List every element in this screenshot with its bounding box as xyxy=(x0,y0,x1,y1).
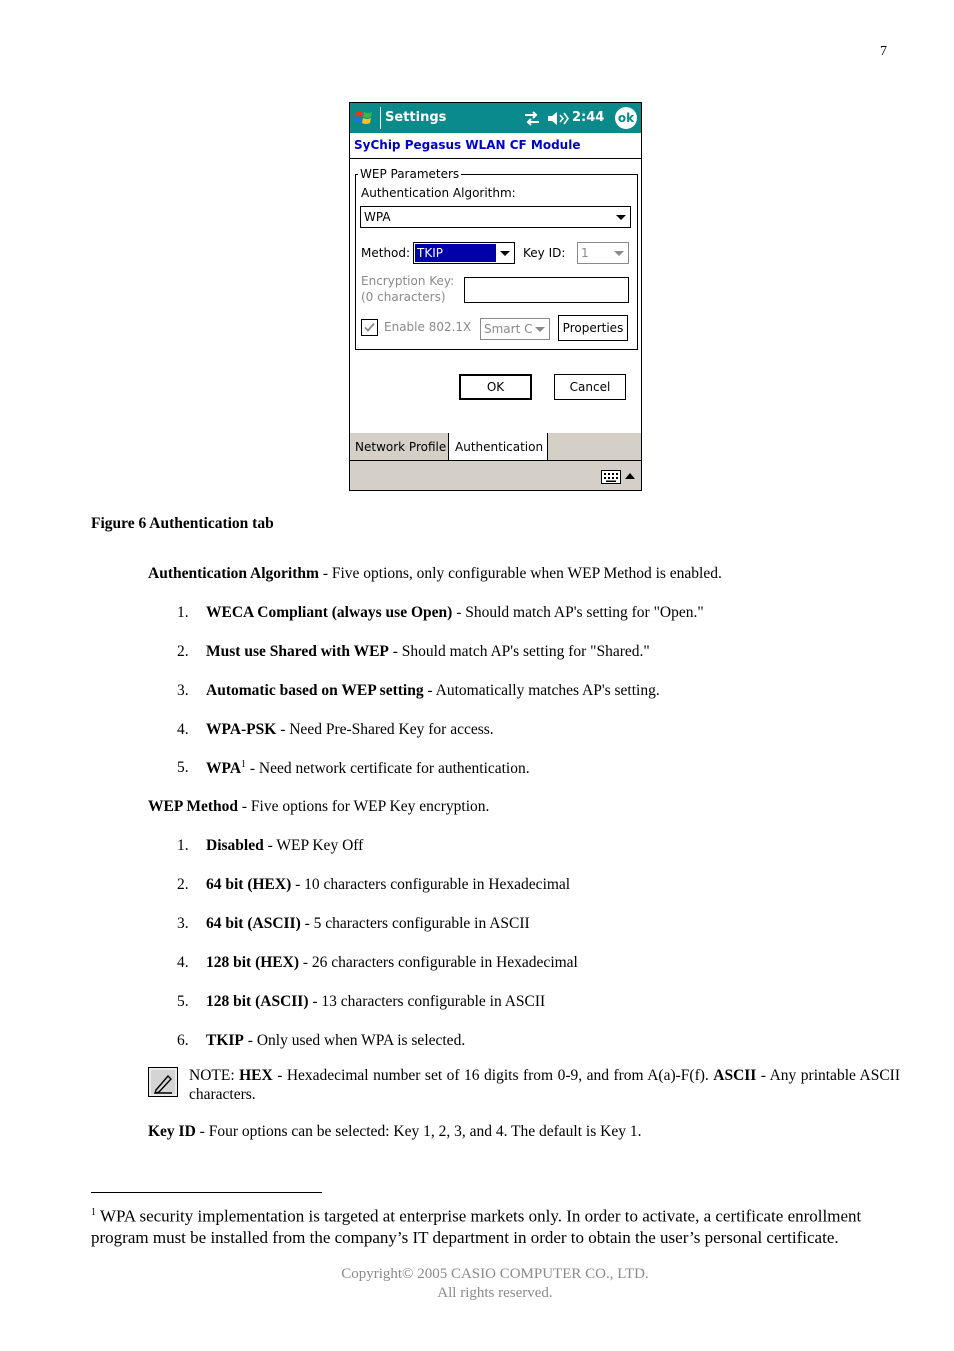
list-item-desc: - Only used when WPA is selected. xyxy=(243,1032,466,1049)
adapter-name: SyChip Pegasus WLAN CF Module xyxy=(354,138,581,152)
list-item-term: TKIP xyxy=(206,1032,244,1049)
tab-network-profile[interactable] xyxy=(350,433,449,460)
list-item-term: 128 bit (HEX) xyxy=(206,954,299,971)
list-item xyxy=(206,682,660,700)
connectivity-icon[interactable] xyxy=(523,110,541,127)
key-id-term: Key ID xyxy=(148,1123,196,1140)
authentication-settings-screenshot xyxy=(349,102,642,491)
cancel-button[interactable]: Cancel xyxy=(554,374,626,400)
rights-line: All rights reserved. xyxy=(437,1285,553,1301)
figure-caption: Figure 6 Authentication tab xyxy=(91,515,274,532)
list-item-desc: - Should match AP's setting for "Open." xyxy=(452,604,704,621)
list-item-term: WECA Compliant (always use Open) xyxy=(206,604,453,621)
encryption-key-input[interactable] xyxy=(464,277,629,303)
auth-algorithm-heading xyxy=(148,565,722,583)
list-item-desc: - 5 characters configurable in ASCII xyxy=(300,915,530,932)
key-id-label: Key ID: xyxy=(523,246,566,260)
group-legend: WEP Parameters xyxy=(360,167,460,181)
note-text xyxy=(189,1066,900,1104)
list-item-desc: - 10 characters configurable in Hexadecimal xyxy=(291,876,571,893)
tab-label: Network Profile xyxy=(355,440,447,454)
list-number: 2. xyxy=(177,643,189,660)
list-item-desc: - WEP Key Off xyxy=(263,837,364,854)
key-id-select[interactable] xyxy=(577,242,629,264)
list-number: 1. xyxy=(177,604,189,621)
chevron-down-icon xyxy=(496,243,514,263)
tab-bar-filler xyxy=(548,433,641,460)
list-item xyxy=(206,721,494,739)
list-item xyxy=(206,759,530,778)
clock[interactable]: 2:44 xyxy=(572,110,605,125)
speaker-icon[interactable] xyxy=(547,110,569,127)
list-item xyxy=(206,915,530,933)
list-number: 4. xyxy=(177,954,189,971)
footnote-rule xyxy=(91,1192,322,1193)
list-number: 4. xyxy=(177,721,189,738)
ok-button[interactable]: OK xyxy=(459,374,532,400)
list-item xyxy=(206,876,570,894)
list-item-desc: - Need network certificate for authentication. xyxy=(246,760,530,778)
chevron-down-icon xyxy=(531,319,549,339)
list-item xyxy=(206,993,545,1011)
list-number: 5. xyxy=(177,993,189,1010)
auth-algorithm-select[interactable] xyxy=(360,206,631,228)
copyright-line: Copyright© 2005 CASIO COMPUTER CO., LTD. xyxy=(341,1266,649,1282)
encryption-key-hint: (0 characters) xyxy=(361,290,446,304)
chevron-down-icon xyxy=(612,207,630,227)
key-id-heading xyxy=(148,1123,641,1141)
title-bar xyxy=(350,103,641,133)
key-id-desc: - Four options can be selected: Key 1, 2, 3, and 4. The default is Key 1. xyxy=(195,1123,642,1140)
auth-algorithm-desc: - Five options, only configurable when WEP Method is enabled. xyxy=(318,565,722,582)
note-ascii-desc: - Any printable ASCII characters. xyxy=(189,1067,900,1103)
list-item-desc: - Need Pre-Shared Key for access. xyxy=(276,721,494,738)
enable-8021x-checkbox[interactable] xyxy=(361,319,378,336)
title-separator xyxy=(380,107,381,129)
auth-algorithm-label: Authentication Algorithm: xyxy=(361,186,516,200)
note-hex-desc: - Hexadecimal number set of 16 digits from 0-9, and from A(a)-F(f). xyxy=(272,1067,714,1084)
tab-authentication[interactable] xyxy=(449,433,548,460)
list-item xyxy=(206,643,650,661)
window-title: Settings xyxy=(385,110,447,125)
auth-algorithm-term: Authentication Algorithm xyxy=(148,565,319,582)
list-item xyxy=(206,1032,465,1050)
footnote-marker[interactable]: 1 xyxy=(241,759,247,770)
properties-button[interactable]: Properties xyxy=(558,315,628,341)
wep-method-heading xyxy=(148,798,489,816)
list-item-term: WPA-PSK xyxy=(206,721,277,738)
list-item-desc: - Automatically matches AP's setting. xyxy=(423,682,660,699)
footnote-text: WPA security implementation is targeted at enterprise markets only. In order to activate, a certificate enrollment program must be installed from the company’s IT department in order to obtain the user’s personal certificate. xyxy=(91,1206,862,1247)
list-item-desc: - Should match AP's setting for "Shared." xyxy=(388,643,650,660)
footnote-number: 1 xyxy=(91,1207,96,1218)
checkmark-icon xyxy=(362,320,377,335)
wep-method-desc: - Five options for WEP Key encryption. xyxy=(238,798,490,815)
windows-start-icon[interactable] xyxy=(354,108,374,128)
page-number: 7 xyxy=(880,44,887,59)
tab-label: Authentication xyxy=(455,440,544,454)
eap-type-select[interactable] xyxy=(480,318,550,340)
eap-type-value: Smart C xyxy=(484,322,533,336)
list-item-term: WPA xyxy=(206,760,242,778)
list-item-term: 64 bit (HEX) xyxy=(206,876,292,893)
enable-8021x-label: Enable 802.1X xyxy=(384,320,472,334)
keyboard-icon[interactable] xyxy=(601,470,621,484)
list-number: 2. xyxy=(177,876,189,893)
encryption-key-label: Encryption Key: xyxy=(361,274,455,288)
list-item-term: Disabled xyxy=(206,837,264,854)
list-number: 1. xyxy=(177,837,189,854)
list-item-desc: - 26 characters configurable in Hexadecimal xyxy=(299,954,578,971)
ok-title-button[interactable]: ok xyxy=(615,107,637,129)
list-number: 3. xyxy=(177,682,189,699)
wep-method-term: WEP Method xyxy=(148,798,238,815)
method-label: Method: xyxy=(361,246,411,260)
list-item-term: 128 bit (ASCII) xyxy=(206,993,309,1010)
list-item-desc: - 13 characters configurable in ASCII xyxy=(308,993,546,1010)
list-number: 6. xyxy=(177,1032,189,1049)
list-item-term: Must use Shared with WEP xyxy=(206,643,389,660)
list-item-term: 64 bit (ASCII) xyxy=(206,915,301,932)
list-item xyxy=(206,837,363,855)
note-hex-term: HEX xyxy=(239,1067,273,1084)
footnote xyxy=(91,1202,906,1248)
list-item xyxy=(206,604,704,622)
subtitle-divider xyxy=(350,158,641,159)
command-bar xyxy=(350,460,641,490)
note-pencil-icon xyxy=(148,1067,178,1097)
key-id-value: 1 xyxy=(581,246,589,260)
list-number: 5. xyxy=(177,759,189,776)
note-ascii-term: ASCII xyxy=(713,1067,757,1084)
list-item-term: Automatic based on WEP setting xyxy=(206,682,424,699)
chevron-down-icon xyxy=(610,243,628,263)
list-item xyxy=(206,954,578,972)
input-selector-up-icon[interactable] xyxy=(625,473,635,479)
list-number: 3. xyxy=(177,915,189,932)
method-select[interactable] xyxy=(413,242,515,264)
method-value: TKIP xyxy=(417,246,443,260)
auth-algorithm-value: WPA xyxy=(364,210,391,224)
note-prefix: NOTE: xyxy=(189,1067,240,1084)
